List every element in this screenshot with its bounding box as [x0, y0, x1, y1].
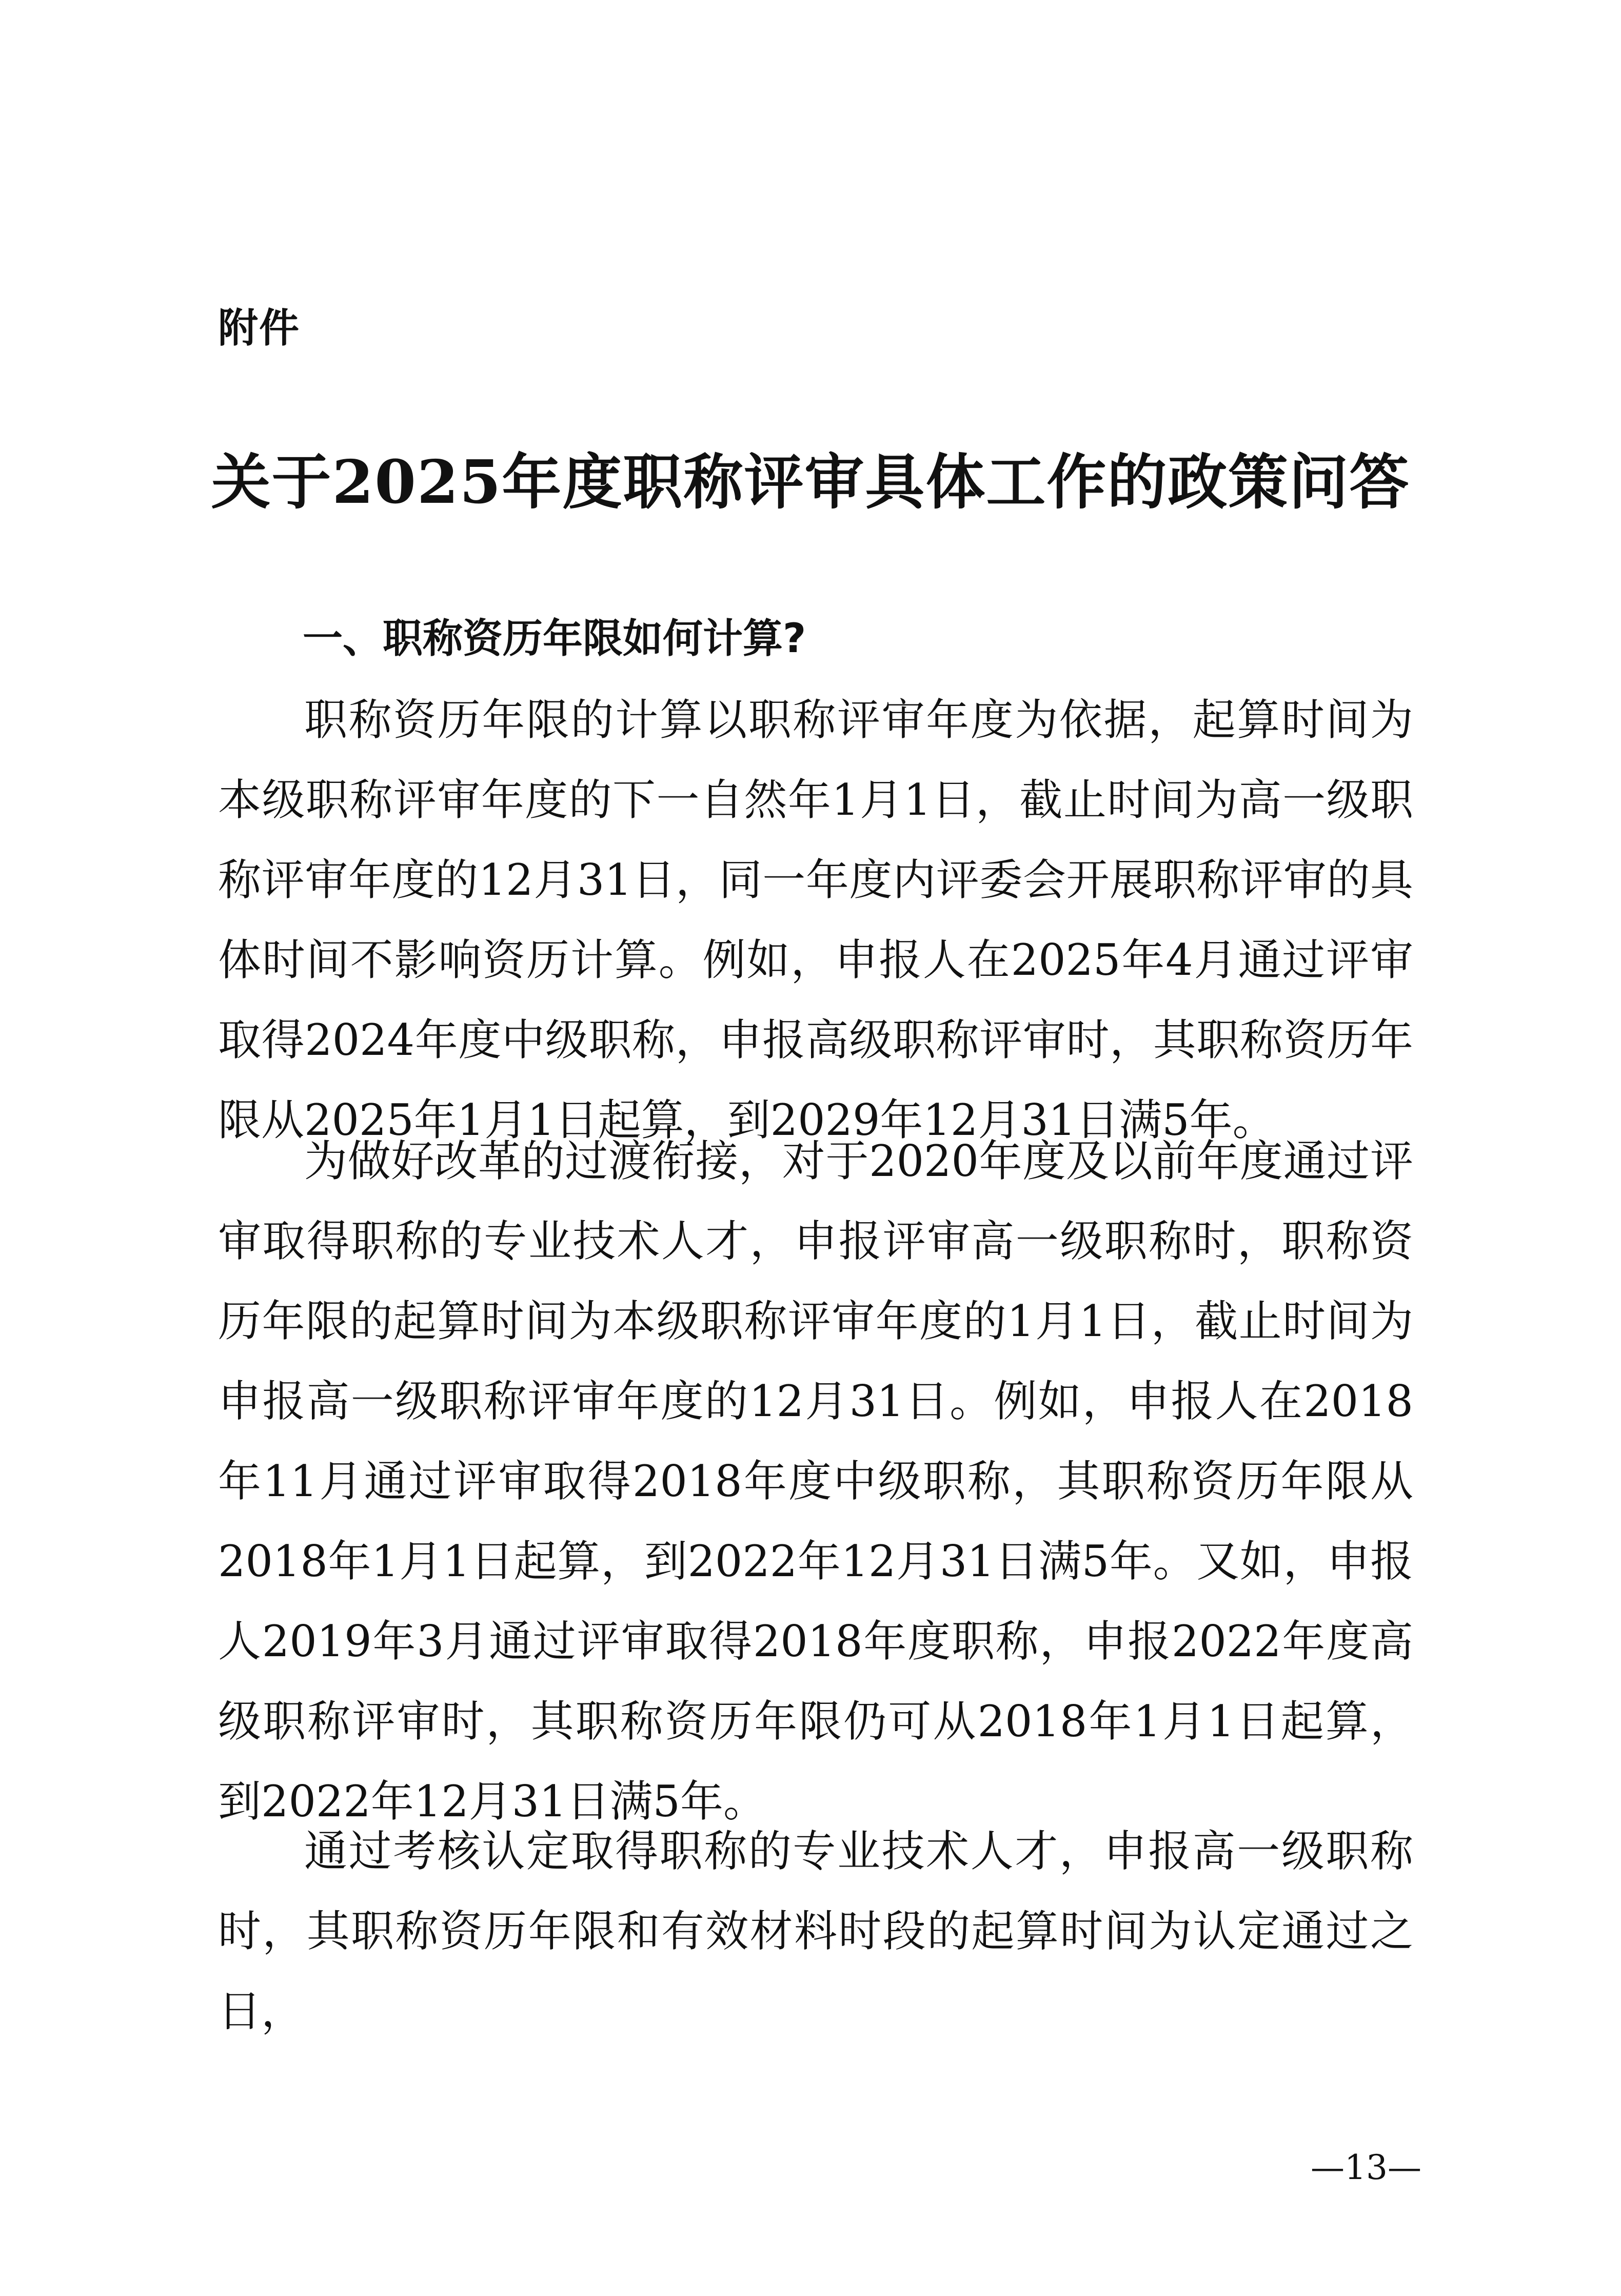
document-title: 关于2025年度职称评审具体工作的政策问答	[211, 447, 1410, 517]
page-number: —13—	[1311, 2148, 1421, 2187]
annex-label: 附件	[218, 305, 301, 351]
body-paragraph-3: 通过考核认定取得职称的专业技术人才，申报高一级职称时，其职称资历年限和有效材料时段的起算时间为认定通过之日，	[218, 1826, 1413, 2036]
body-paragraph-2: 为做好改革的过渡衔接，对于2020年度及以前年度通过评审取得职称的专业技术人才，申报评审高一级职称时，职称资历年限的起算时间为本级职称评审年度的1月1日，截止时间为申报高一级职称评审年度的12月31日。例如，申报人在2018年11月通过评审取得2018年度中级职称，其职称资历年限从2018年1月1日起算，到2022年12月31日满5年。又如，申报人2019年3月通过评审取得2018年度职称，申报2022年度高级职称评审时，其职称资历年限仍可从2018年1月1日起算，到2022年12月31日满5年。	[218, 1136, 1413, 1827]
section-heading: 一、职称资历年限如何计算?	[303, 616, 806, 662]
body-paragraph-1: 职称资历年限的计算以职称评审年度为依据，起算时间为本级职称评审年度的下一自然年1月1日，截止时间为高一级职称评审年度的12月31日，同一年度内评委会开展职称评审的具体时间不影响资历计算。例如，申报人在2025年4月通过评审取得2024年度中级职称，申报高级职称评审时，其职称资历年限从2025年1月1日起算，到2029年12月31日满5年。	[218, 695, 1413, 1145]
